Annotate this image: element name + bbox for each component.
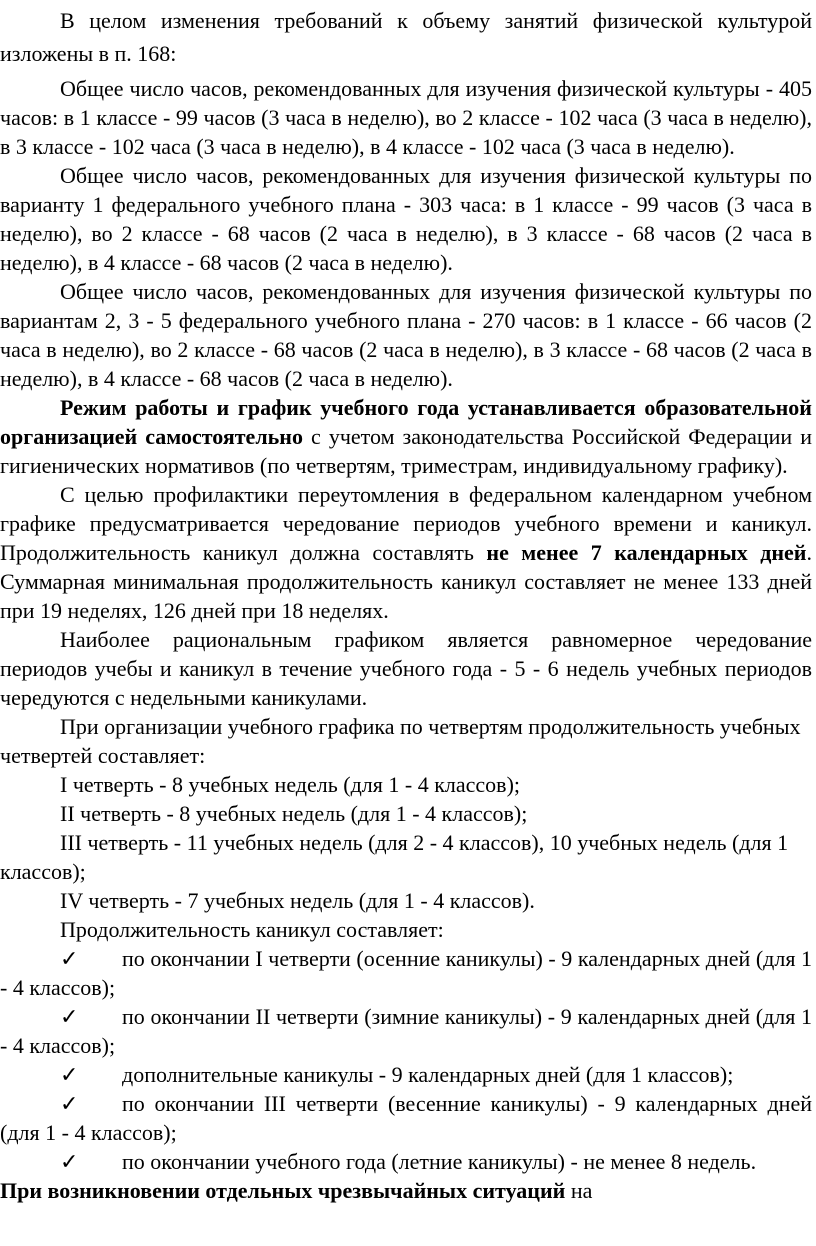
paragraph-holidays-intro: Продолжительность каникул составляет: [60,917,444,942]
checkmark-icon: ✓ [60,1091,79,1116]
paragraph-intro: В целом изменения требований к объему занятий физической культурой изложены в п. 168: [0,8,812,66]
fatigue-bold-text: не менее 7 календарных дней [486,540,807,565]
paragraph-total-hours: Общее число часов, рекомендованных для изучения физической культуры - 405 часов: в 1 классе - 99 часов (3 часа в неделю), во 2 классе - 102 часа (3 часа в неделю), в 3 классе - 102 часа (3 часа в неделю), в 4 классе - 102 часа (3 часа в неделю). [0,76,812,159]
paragraph-rational-schedule: Наиболее рациональным графиком является равномерное чередование периодов учебы и каникул в течение учебного года - 5 - 6 недель учебных периодов чередуются с недельными каникулами. [0,627,812,710]
work-schedule-bold-text: Режим работы и график учебного года устанавливается образовательной организацией самостоятельно [0,395,812,449]
holiday-item [0,1002,812,1060]
work-schedule-text: с учетом законодательства Российской Федерации и гигиенических нормативов (по четвертям, триместрам, индивидуальному графику). [0,424,812,478]
holidays-list [0,944,812,1176]
holiday-item [0,944,812,1002]
holiday-text: по окончании III четверти (весенние каникулы) - 9 календарных дней (для 1 - 4 классов); [0,1091,812,1145]
quarter-2: II четверть - 8 учебных недель (для 1 - 4 классов); [60,801,528,826]
fatigue-text-1: С целью профилактики переутомления в федеральном календарном учебном графике предусматривается чередование периодов учебного времени и каникул. Продолжительность каникул должна составлять [0,482,812,565]
paragraph-fatigue-prevention [0,480,812,625]
holiday-item [0,1147,812,1176]
quarter-3: III четверть - 11 учебных недель (для 2 - 4 классов), 10 учебных недель (для 1 классов); [0,830,789,884]
quarter-4: IV четверть - 7 учебных недель (для 1 - 4 классов). [60,888,535,913]
paragraph-variant-1-hours: Общее число часов, рекомендованных для изучения физической культуры по варианту 1 федерального учебного плана - 303 часа: в 1 классе - 99 часов (3 часа в неделю), во 2 классе - 68 часов (2 часа в неделю), в 3 классе - 68 часов (2 часа в неделю), в 4 классе - 68 часов (2 часа в неделю). [0,163,812,275]
holiday-text: дополнительные каникулы - 9 календарных дней (для 1 классов); [122,1062,734,1087]
paragraph-variants-2-5-hours: Общее число часов, рекомендованных для изучения физической культуры по вариантам 2, 3 - 5 федерального учебного плана - 270 часов: в 1 классе - 66 часов (2 часа в неделю), во 2 классе - 68 часов (2 часа в неделю), в 3 классе - 68 часов (2 часа в неделю), в 4 классе - 68 часов (2 часа в неделю). [0,279,812,391]
checkmark-icon: ✓ [60,946,79,971]
emergency-text: на [565,1178,593,1203]
paragraph-emergency [0,1176,812,1205]
emergency-bold-text: При возникновении отдельных чрезвычайных ситуаций [0,1178,566,1203]
quarter-1: I четверть - 8 учебных недель (для 1 - 4 классов); [60,772,521,797]
holiday-text: по окончании учебного года (летние каникулы) - не менее 8 недель. [122,1149,757,1174]
holiday-item [0,1089,812,1147]
holiday-item [0,1060,812,1089]
fatigue-text-2: . Суммарная минимальная продолжительность каникул составляет не менее 133 дней при 19 неделях, 126 дней при 18 неделях. [0,540,812,623]
checkmark-icon: ✓ [60,1004,79,1029]
holiday-text: по окончании II четверти (зимние каникулы) - 9 календарных дней (для 1 - 4 классов); [0,1004,812,1058]
checkmark-icon: ✓ [60,1062,79,1087]
paragraph-quarters-intro: При организации учебного графика по четвертям продолжительность учебных четвертей составляет: [0,714,801,768]
paragraph-work-schedule [0,393,812,480]
checkmark-icon: ✓ [60,1149,79,1174]
document-page [0,4,812,1205]
holiday-text: по окончании I четверти (осенние каникулы) - 9 календарных дней (для 1 - 4 классов); [0,946,812,1000]
